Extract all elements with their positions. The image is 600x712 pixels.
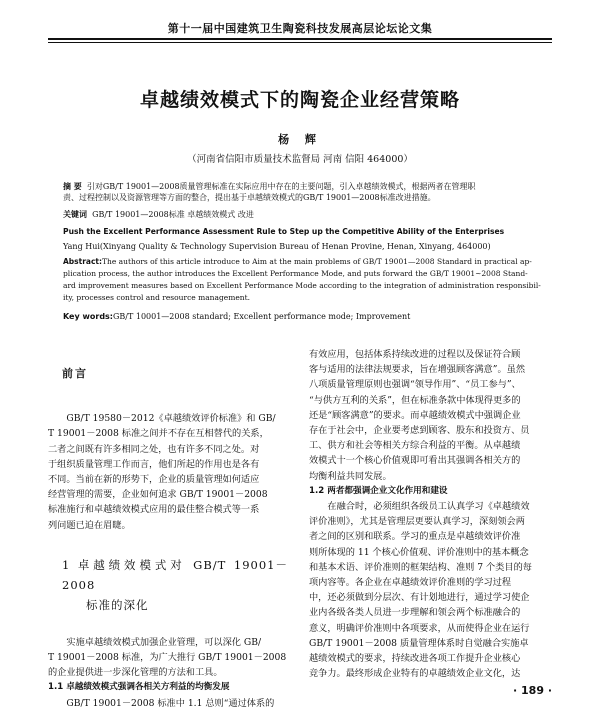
english-abstract [63,256,543,304]
keywords-cn-label: 关键词 [63,210,87,219]
english-author-line: Yang Hui(Xinyang Quality & Technology Supervision Bureau of Henan Provine, Henan, Xinyang, 464000) [63,242,491,251]
text-line: 竞争力。最终形成企业特有的卓越绩效企业文化，达 [309,668,521,680]
running-header: 第十一届中国建筑卫生陶瓷科技发展高层论坛论文集 [167,22,433,35]
text-line: T 19001－2008 标准之间并不存在互相替代的关系， [48,428,269,440]
text-line: 业内各级各类人员进一步理解和领会两个标准融合的 [309,607,521,619]
english-keywords [63,311,543,322]
paper-title: 卓越绩效模式下的陶瓷企业经营策略 [139,89,460,111]
text-line: 有效应用，包括体系持续改进的过程以及保证符合顾 [309,349,521,360]
preface-paragraph [48,411,288,533]
text-line: 二者之间既有许多相同之处，也有许多不同之处。对 [48,443,260,455]
section-1-heading [62,555,288,615]
text-line: 实施卓越绩效模式加强企业管理，可以深化 GB/ [66,636,262,648]
section-1-heading-line1: 1 卓越绩效模式对 GB/T 19001－2008 [62,557,288,592]
header-rule-thin [48,42,552,43]
abstract-cn-line2: 责、过程控制以及资源管理等方面的整合，提出基于卓越绩效模式的GB/T 19001—2008标准改进措施。 [63,193,436,202]
text-line: 评价准则》，尤其是管理层更要认真学习，深刻领会两 [309,516,525,528]
text-line: 还是“顾客满意”的要求。而卓越绩效模式中强调企业 [309,409,521,421]
english-abstract-line: The authors of this article introduce to Aim at the main problems of GB/T 19001—2008 Standard in practical ap- [102,257,532,266]
author-name: 杨 辉 [278,133,322,146]
text-line: 项内容等。各企业在卓越绩效评价准则的学习过程 [309,577,512,589]
text-line: 则所体现的 11 个核心价值观、评价准则中的基本概念 [309,546,529,558]
english-abstract-label: Abstract: [63,257,103,266]
text-line: 标准施行和卓越绩效模式应用的最佳整合模式等一系 [48,504,260,516]
text-line: GB/T 19001－2008 标准中 1.1 总则“通过体系的 [66,697,275,709]
text-line: 经营管理的需要，企业如何追求 GB/T 19001－2008 [48,489,268,501]
text-line: “与供方互利的关系”，但在标准条款中体现得更多的 [309,394,521,406]
text-line: 越绩效模式的要求，持续改进各项工作提升企业核心 [309,653,521,665]
text-line: 的企业提供进一步深化管理的方法和工具。 [48,667,223,679]
text-line: T 19001－2008 标准，为广大推行 GB/T 19001－2008 [48,652,287,664]
text-line: 工、供方和社会等相关方综合利益的平衡。从卓越绩 [309,440,521,452]
header-rule [48,38,552,40]
english-abstract-line: plication process, the author introduces the Excellent Performance Mode, and puts forward the GB/T 19001~2008 Stand- [63,269,528,278]
text-line: 意义，明确评价准则中各项要求，从而使得企业在运行 [309,622,530,634]
text-line: 客与适用的法律法规要求，旨在增强顾客满意”。虽然 [309,364,526,376]
text-line: 中，还必须做到分层次、有计划地进行，通过学习使企 [309,592,530,604]
text-line: 八项质量管理原则也强调“领导作用”、“员工参与”、 [309,379,521,391]
subsection-1-1-heading: 1.1 卓越绩效模式强调各相关方利益的均衡发展 [48,682,230,693]
english-abstract-line: ard improvement measures based on Excellent Performance Mode according to the integration of administration responsibil- [63,281,541,290]
english-abstract-line: ity, processes control and resource management. [63,293,250,302]
section-1-heading-line2: 标准的深化 [86,597,149,612]
abstract-cn-line1: 引对GB/T 19001—2008质量管理标准在实际应用中存在的主要问题，引入卓越绩效模式，根据两者在管理职 [86,182,476,191]
text-line: 和基本术语、评价准则的框架结构、准则 7 个类目的每 [309,561,532,573]
author-affiliation: （河南省信阳市质量技术监督局 河南 信阳 464000） [187,154,413,165]
keywords-cn-text: GB/T 19001—2008标准 卓越绩效模式 改进 [92,210,254,219]
preface-heading: 前言 [62,367,88,380]
text-line: 者之间的区别和联系。学习的重点是卓越绩效评价准 [309,531,521,543]
text-line: 存在于社会中，企业要考虑到顾客、股东和投资方、员 [309,425,530,437]
text-line: 于组织质量管理工作而言，他们所起的作用也是各有 [48,458,260,470]
page-number: · 189 · [513,684,552,697]
text-line: 均衡利益共同发展。 [309,470,392,482]
text-line: 效模式十一个核心价值观即可看出其强调各相关方的 [309,455,521,467]
text-line: GB/T 19001－2008 质量管理体系时自觉融合实施卓 [309,637,529,649]
english-title: Push the Excellent Performance Assessment Rule to Step up the Competitive Ability of the Enterprises [63,227,505,236]
english-keywords-text: GB/T 10001—2008 standard; Excellent performance mode; Improvement [113,312,411,321]
text-line: 列问题已迫在眉睫。 [48,519,131,531]
section-1-paragraph [48,635,288,681]
abstract-cn-label: 摘 要 [63,182,82,191]
text-line: GB/T 19580－2012《卓越绩效评价标准》和 GB/ [66,413,276,425]
text-line: 不同。当前在新的形势下，企业的质量管理如何适应 [48,474,260,486]
keywords-cn [63,209,543,220]
left-column [48,358,288,711]
right-column [309,347,553,681]
subsection-1-2-heading: 1.2 两者都强调企业文化作用和建设 [309,485,448,496]
english-keywords-label: Key words: [63,312,114,321]
text-line: 在融合时，必须组织各级员工认真学习《卓越绩效 [327,501,530,513]
abstract-cn [63,181,543,203]
